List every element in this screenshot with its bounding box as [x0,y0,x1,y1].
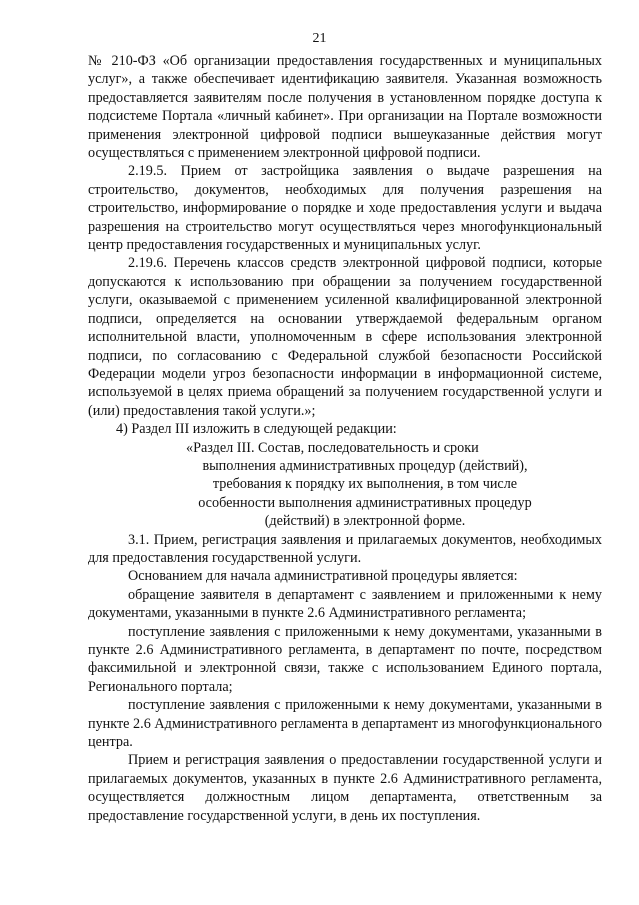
paragraph-basis-item: поступление заявления с приложенными к нему документами, указанными в пункте 2.6 Административного регламента, в департамент по почте, посредством факсимильной и электронной связи, также с использованием Единого портала, Регионального портала; [88,623,602,695]
paragraph-basis: Основанием для начала административной процедуры является: [128,568,518,585]
paragraph-basis-item: обращение заявителя в департамент с заявлением и приложенными к нему документами, указанными в пункте 2.6 Административного регламента; [88,586,602,622]
paragraph-registration: Прием и регистрация заявления о предоставлении государственной услуги и прилагаемых документов, указанных в пункте 2.6 Административного регламента, осуществляется должностным лицом департамента, ответственным за предоставление государственной услуги, в день их поступления. [88,752,602,824]
paragraph-basis-item: поступление заявления с приложенными к нему документами, указанными в пункте 2.6 Административного регламента в департамент из многофункционального центра. [88,697,602,751]
section-heading-line: особенности выполнения административных процедур [198,494,532,511]
section-heading-line: «Раздел III. Состав, последовательность и сроки [186,439,479,456]
section-heading-line: (действий) в электронной форме. [264,513,466,530]
paragraph-2-19-5: 2.19.5. Прием от застройщика заявления о выдаче разрешения на строительство, документов, необходимых для получения разрешения на строительство, информирование о порядке и ходе предоставления услуги и выдача разрешения на строительство могут осуществляться через многофункциональный центр предоставления государственных и муниципальных услуг. [88,163,602,254]
paragraph-2-19-6: 2.19.6. Перечень классов средств электронной цифровой подписи, которые допускаются к использованию при обращении за получением государственной услуги, оказываемой с применением усиленной квалифицированной электронной подписи, определяется на основании утверждаемой федеральным органом исполнительной власти, уполномоченным в сфере использования электронной подписи, по согласованию с Федеральной службой безопасности Российской Федерации модели угроз безопасности информации в информационной системе, используемой в целях приема обращений за получением государственной услуги и (или) предоставления такой услуги.»; [88,255,602,419]
section-heading-line: требования к порядку их выполнения, в том числе [212,476,518,493]
paragraph-3-1: 3.1. Прием, регистрация заявления и прилагаемых документов, необходимых для предоставления государственной услуги. [88,531,602,566]
section-heading [128,439,602,531]
document-body [88,52,602,825]
paragraph-intro: № 210-ФЗ «Об организации предоставления государственных и муниципальных услуг», а также обеспечивает идентификацию заявителя. Указанная возможность предоставляется заявителям после получения в установленном порядке доступа к подсистеме Портала «личный кабинет». При организации на Портале возможности применения электронной цифровой подписи вышеуказанные действия могут осуществляться с применением электронной цифровой подписи. [88,53,602,162]
page-number: 21 [312,31,327,46]
paragraph-amendment-4: 4) Раздел III изложить в следующей редакции: [116,421,397,438]
section-heading-line: выполнения административных процедур (действий), [202,457,528,474]
